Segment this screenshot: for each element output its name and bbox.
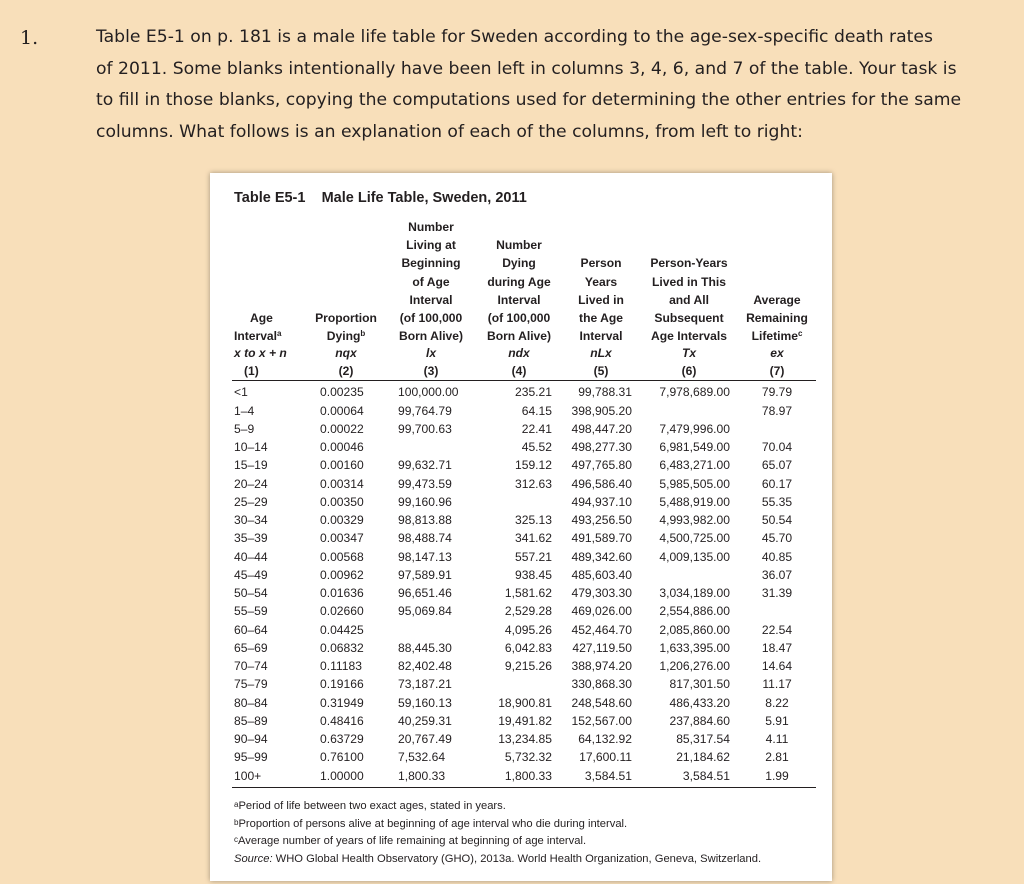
person-years-cell: 152,567.00 [571,713,632,728]
proportion-dying-cell: 0.00568 [320,549,364,564]
remaining-lifetime-cell: 4.11 [765,732,789,747]
symbol-cell: ex [770,346,784,361]
question-number: 1. [20,27,39,49]
number-living-cell: 99,632.71 [398,458,452,473]
remaining-lifetime-cell: 70.04 [761,440,793,455]
header-line: Interval [579,329,623,344]
column-number: (2) [338,364,354,379]
age-interval-cell: 5–9 [234,421,255,436]
age-interval-cell: 15–19 [234,458,268,473]
question-line: Table E5-1 on p. 181 is a male life table for Sweden according to the age-sex-specific death rates [96,27,933,47]
age-interval-cell: 35–39 [234,531,268,546]
proportion-dying-cell: 0.02660 [320,604,364,619]
remaining-lifetime-cell: 55.35 [761,494,793,509]
proportion-dying-cell: 0.11183 [320,659,362,674]
remaining-lifetime-cell: 18.47 [761,640,793,655]
number-dying-cell [476,675,562,693]
remaining-lifetime-cell: 78.97 [761,403,793,418]
header-line: Age [250,311,273,326]
column-number: (4) [511,364,527,379]
number-dying-cell: 5,732.32 [504,750,552,765]
number-living-cell [386,621,476,639]
proportion-dying-cell: 0.00329 [320,513,364,528]
number-dying-cell: 2,529.28 [504,604,552,619]
table-row [232,493,816,511]
person-years-total-cell: 7,479,996.00 [659,421,730,436]
proportion-dying-cell: 0.01636 [320,586,364,601]
person-years-total-cell: 85,317.54 [676,732,730,747]
table-row [232,584,816,602]
number-dying-cell: 19,491.82 [498,713,552,728]
number-dying-cell [476,493,562,511]
remaining-lifetime-cell: 8.22 [765,695,789,710]
table-title-text: Male Life Table, Sweden, 2011 [321,190,527,206]
person-years-total-cell: 3,584.51 [682,768,730,783]
person-years-total-cell: 4,993,982.00 [659,513,730,528]
header-line: Number [408,220,454,234]
footnote-text: Average number of years of life remaining at beginning of age interval. [238,835,587,847]
person-years-total-cell: 2,085,860.00 [659,622,730,637]
person-years-cell: 398,905.20 [571,403,632,418]
person-years-cell: 388,974.20 [571,659,632,674]
table-body [232,381,816,788]
number-dying-cell: 22.41 [521,421,552,436]
footnote-mark: a [277,329,282,339]
number-dying-cell: 557.21 [515,549,552,564]
number-dying-cell: 18,900.81 [498,695,552,710]
table-row [232,621,816,639]
person-years-cell: 64,132.92 [578,732,632,747]
header-line: Proportion [315,311,377,326]
symbol-cell: lx [425,346,437,361]
number-living-cell: 59,160.13 [398,695,452,710]
header-line: Person-Years [650,256,728,271]
header-person-years-total [640,218,738,345]
header-line: Lived in This [652,274,726,289]
number-dying-cell: 938.45 [515,567,552,582]
table-footnotes [234,798,814,868]
header-age-interval [232,218,306,345]
footnote-mark: a [234,800,239,809]
person-years-total-cell [640,402,738,420]
table-row [232,712,816,730]
proportion-dying-cell: 0.00314 [320,476,364,491]
number-dying-cell: 45.52 [521,440,552,455]
column-number: (5) [593,364,609,379]
header-line: Living at [406,238,456,253]
person-years-cell: 248,548.60 [571,695,632,710]
proportion-dying-cell: 0.76100 [320,750,364,765]
header-line: (of 100,000 [399,311,463,326]
header-average-remaining-lifetime [738,218,816,345]
age-interval-cell: 30–34 [234,513,268,528]
person-years-total-cell: 5,985,505.00 [659,476,730,491]
remaining-lifetime-cell: 1.99 [765,768,789,783]
proportion-dying-cell: 0.00347 [320,531,364,546]
proportion-dying-cell: 0.00235 [320,385,364,400]
table-row [232,475,816,493]
number-living-cell: 98,488.74 [398,531,452,546]
column-number-row [232,362,816,381]
remaining-lifetime-cell: 50.54 [761,513,793,528]
number-dying-cell: 159.12 [515,458,552,473]
header-line: the Age [579,311,623,326]
remaining-lifetime-cell: 45.70 [761,531,793,546]
header-line: Person [580,256,622,271]
source-label: Source: [234,852,273,865]
number-living-cell: 97,589.91 [398,567,452,582]
footnote-c [234,833,814,851]
age-interval-cell: <1 [234,385,248,400]
header-number-living [386,218,476,345]
table-row [232,767,816,788]
person-years-total-cell [640,566,738,584]
number-living-cell: 88,445.30 [398,640,452,655]
age-interval-cell: 65–69 [234,640,268,655]
footnote-mark: b [360,329,366,339]
person-years-cell: 485,603.40 [571,567,632,582]
header-line: Born Alive) [486,329,552,344]
person-years-cell: 330,868.30 [571,677,632,692]
header-line: and All [669,292,709,307]
person-years-cell: 496,586.40 [571,476,632,491]
footnote-text: Proportion of persons alive at beginning of age interval who die during interval. [238,817,628,830]
table-row [232,511,816,529]
number-living-cell: 99,764.79 [398,403,452,418]
number-living-cell: 1,800.33 [398,768,446,783]
person-years-cell: 497,765.80 [571,458,632,473]
number-living-cell: 95,069.84 [398,604,452,619]
person-years-total-cell: 817,301.50 [669,677,730,692]
proportion-dying-cell: 0.31949 [320,695,364,710]
number-dying-cell: 6,042.83 [504,640,552,655]
remaining-lifetime-cell: 5.91 [765,713,789,728]
header-line: Subsequent [654,311,724,326]
person-years-total-cell: 5,488,919.00 [659,494,730,509]
number-living-cell: 82,402.48 [398,659,452,674]
person-years-cell: 469,026.00 [571,604,632,619]
person-years-cell: 99,788.31 [578,385,632,400]
person-years-total-cell: 237,884.60 [669,713,730,728]
remaining-lifetime-cell: 2.81 [765,750,789,765]
footnote-mark: c [234,835,238,844]
column-number: (3) [423,364,439,379]
number-living-cell: 98,147.13 [398,549,452,564]
remaining-lifetime-cell: 31.39 [761,586,793,601]
table-row [232,381,816,402]
table-row [232,675,816,693]
age-interval-cell: 80–84 [234,695,268,710]
age-interval-cell: 45–49 [234,567,268,582]
number-living-cell [386,438,476,456]
person-years-cell: 489,342.60 [571,549,632,564]
source-text: WHO Global Health Observatory (GHO), 2013a. World Health Organization, Geneva, Switzerland. [275,852,762,865]
header-row [232,218,816,345]
header-line: Interval [409,292,453,307]
symbol-cell: Tx [681,346,697,361]
remaining-lifetime-cell: 40.85 [761,549,793,564]
table-row [232,438,816,456]
footnote-mark: c [797,329,803,339]
person-years-total-cell: 1,633,395.00 [659,640,730,655]
person-years-total-cell: 486,433.20 [669,695,730,710]
number-living-cell: 100,000.00 [398,385,459,400]
proportion-dying-cell: 0.48416 [320,713,364,728]
remaining-lifetime-cell: 36.07 [761,567,793,582]
remaining-lifetime-cell: 22.54 [761,622,793,637]
person-years-cell: 491,589.70 [571,531,632,546]
age-interval-cell: 95–99 [234,750,268,765]
remaining-lifetime-cell: 60.17 [761,476,793,491]
symbol-cell: nLx [590,346,612,361]
number-living-cell: 99,700.63 [398,421,452,436]
person-years-total-cell: 4,500,725.00 [659,531,730,546]
question-line: of 2011. Some blanks intentionally have been left in columns 3, 4, 6, and 7 of the table. Your task is [96,58,957,79]
table-row [232,420,816,438]
table-row [232,602,816,620]
table-row [232,748,816,766]
number-living-cell: 40,259.31 [398,713,452,728]
number-dying-cell: 13,234.85 [498,732,552,747]
table-row [232,456,816,474]
source-note [234,851,814,869]
proportion-dying-cell: 0.63729 [320,732,364,747]
person-years-total-cell: 3,034,189.00 [659,586,730,601]
person-years-total-cell: 21,184.62 [676,750,730,765]
age-interval-cell: 60–64 [234,622,268,637]
proportion-dying-cell: 0.19166 [320,677,364,692]
age-interval-cell: 75–79 [234,677,268,692]
header-number-dying [476,218,562,345]
person-years-total-cell: 4,009,135.00 [659,549,730,564]
age-interval-cell: 10–14 [234,440,268,455]
proportion-dying-cell: 0.00160 [320,458,364,473]
proportion-dying-cell: 0.00962 [320,567,364,582]
table-row [232,548,816,566]
header-line: Lifetime [751,329,798,344]
table-row [232,529,816,547]
person-years-total-cell: 1,206,276.00 [659,659,730,674]
table-title [234,190,527,206]
header-line: Remaining [746,311,808,326]
age-interval-cell: 55–59 [234,604,268,619]
age-interval-cell: 20–24 [234,476,268,491]
table-row [232,566,816,584]
person-years-cell: 3,584.51 [584,768,632,783]
age-interval-cell: 1–4 [234,403,255,418]
header-line: Beginning [401,256,461,271]
header-line: (of 100,000 [487,311,551,326]
number-living-cell: 98,813.88 [398,513,452,528]
header-line: Lived in [578,292,624,307]
number-dying-cell: 235.21 [515,385,552,400]
remaining-lifetime-cell: 79.79 [761,385,793,400]
header-line: during Age [487,274,551,289]
number-dying-cell: 1,581.62 [504,586,552,601]
age-interval-cell: 100+ [234,768,262,783]
footnote-mark: b [234,817,239,827]
number-dying-cell: 312.63 [515,476,552,491]
remaining-lifetime-cell: 65.07 [761,458,793,473]
life-table [232,218,816,788]
symbol-cell: nqx [335,346,357,361]
number-living-cell: 99,160.96 [398,494,452,509]
header-line: Born Alive) [398,329,464,344]
table-row [232,639,816,657]
column-number: (1) [244,364,259,379]
person-years-cell: 494,937.10 [571,494,632,509]
proportion-dying-cell: 1.00000 [320,768,364,783]
person-years-cell: 452,464.70 [571,622,632,637]
number-living-cell: 99,473.59 [398,476,452,491]
header-line: Number [496,238,542,253]
person-years-cell: 498,277.30 [571,440,632,455]
person-years-total-cell: 7,978,689.00 [659,385,730,400]
symbol-row [232,345,816,362]
table-row [232,402,816,420]
number-living-cell: 73,187.21 [398,677,452,692]
person-years-cell: 493,256.50 [571,513,632,528]
header-line: Years [584,274,618,289]
proportion-dying-cell: 0.06832 [320,640,364,655]
column-number: (6) [681,364,697,379]
remaining-lifetime-cell: 11.17 [762,677,792,692]
header-line: Dying [326,329,361,344]
person-years-total-cell: 6,981,549.00 [659,440,730,455]
remaining-lifetime-cell [738,420,816,438]
age-interval-cell: 90–94 [234,732,268,747]
age-interval-cell: 50–54 [234,586,268,601]
proportion-dying-cell: 0.00350 [320,494,364,509]
table-label: Table E5-1 [234,190,306,206]
question-line: columns. What follows is an explanation of each of the columns, from left to right: [96,121,803,142]
proportion-dying-cell: 0.04425 [320,622,364,637]
age-interval-cell: 40–44 [234,549,268,564]
age-interval-cell: 70–74 [234,659,268,674]
header-proportion-dying [306,218,386,345]
person-years-total-cell: 6,483,271.00 [659,458,730,473]
table-row [232,694,816,712]
symbol-cell: x to x + n [234,346,287,361]
symbol-cell: ndx [508,346,530,361]
number-dying-cell: 341.62 [515,531,552,546]
person-years-total-cell: 2,554,886.00 [659,604,730,619]
header-person-years [562,218,640,345]
person-years-cell: 427,119.50 [572,640,632,655]
number-living-cell: 20,767.49 [398,732,452,747]
remaining-lifetime-cell: 14.64 [761,659,793,674]
number-living-cell: 7,532.64 [398,750,446,765]
proportion-dying-cell: 0.00046 [320,440,364,455]
footnote-a [234,798,814,816]
number-dying-cell: 9,215.26 [504,659,552,674]
table-row [232,730,816,748]
number-living-cell: 96,651.46 [398,586,452,601]
person-years-cell: 479,303.30 [571,586,632,601]
question-line: to fill in those blanks, copying the computations used for determining the other entries for the same [96,90,962,110]
proportion-dying-cell: 0.00022 [320,421,364,436]
table-row [232,657,816,675]
header-line: Age Intervals [651,329,727,344]
footnote-text: Period of life between two exact ages, stated in years. [238,800,506,812]
number-dying-cell: 64.15 [521,403,552,418]
question-text [96,22,996,148]
column-number: (7) [769,364,785,379]
person-years-cell: 498,447.20 [571,421,632,436]
proportion-dying-cell: 0.00064 [320,403,364,418]
header-line: of Age [412,274,450,289]
age-interval-cell: 85–89 [234,713,268,728]
number-dying-cell: 325.13 [515,513,552,528]
life-table-card [210,173,832,881]
header-line: Interval [497,292,541,307]
number-dying-cell: 4,095.26 [504,622,552,637]
header-line: Average [753,292,801,307]
person-years-cell: 17,600.11 [579,750,632,765]
header-line: Dying [502,256,536,271]
header-line: Interval [234,329,278,344]
age-interval-cell: 25–29 [234,494,268,509]
number-dying-cell: 1,800.33 [504,768,552,783]
remaining-lifetime-cell [738,602,816,620]
footnote-b [234,816,814,834]
